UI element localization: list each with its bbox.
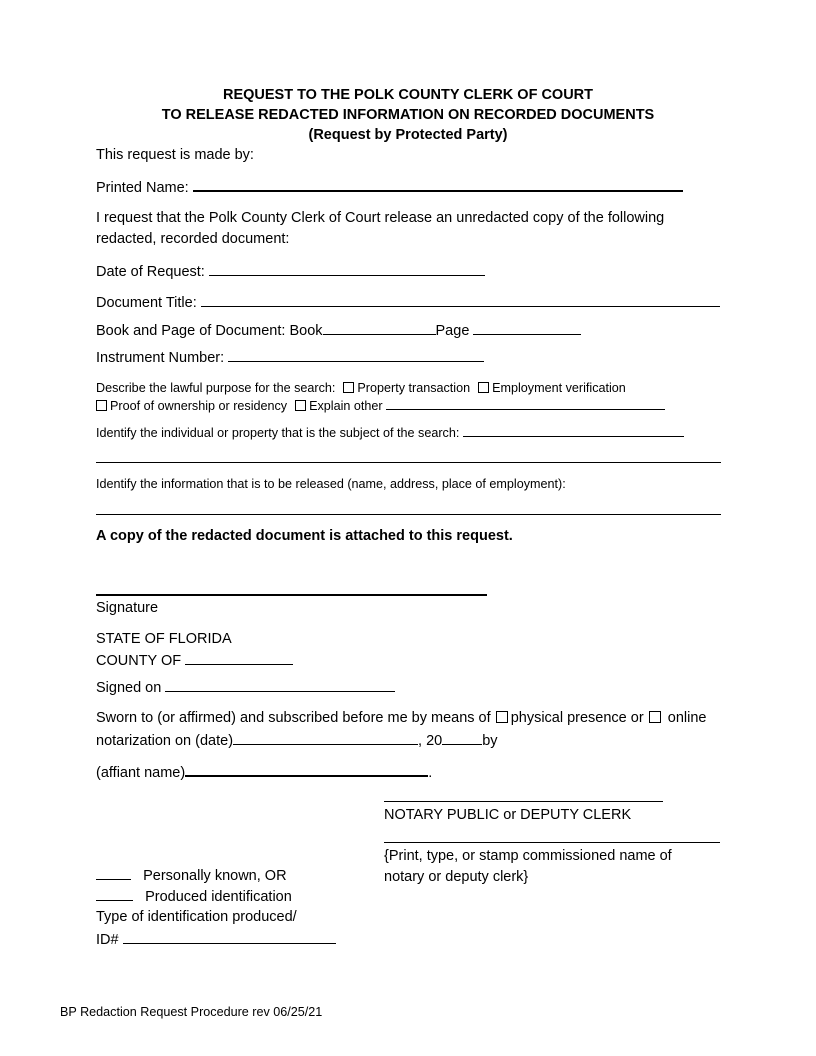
notary-public-label: NOTARY PUBLIC or DEPUTY CLERK [384, 807, 632, 823]
produced-identification-field[interactable] [96, 887, 133, 901]
purpose-row-1 [96, 379, 626, 397]
date-of-request-label: Date of Request: [96, 264, 205, 280]
request-text-line-1: I request that the Polk County Clerk of Court release an unredacted copy of the following [96, 210, 665, 226]
page-field[interactable] [473, 321, 581, 335]
id-field[interactable] [123, 930, 336, 944]
date-of-request-row [96, 262, 485, 281]
notary-name-instructions-1: {Print, type, or stamp commissioned name of [384, 848, 672, 864]
document-title-label: Document Title: [96, 295, 197, 311]
notary-signature-line[interactable] [384, 801, 663, 802]
proof-of-ownership-checkbox[interactable] [96, 400, 107, 411]
employment-verification-checkbox[interactable] [478, 382, 489, 393]
personally-known-row [96, 866, 287, 885]
county-label: COUNTY OF [96, 653, 182, 669]
book-page-row [96, 321, 581, 340]
date-of-request-field[interactable] [209, 262, 485, 276]
explain-other-field[interactable] [386, 398, 665, 410]
online-label: online [667, 710, 707, 726]
identify-subject-field[interactable] [463, 425, 684, 437]
produced-identification-row [96, 887, 292, 906]
notarization-date-label: notarization on (date) [96, 733, 234, 749]
printed-name-field[interactable] [193, 177, 683, 192]
form-subtitle: (Request by Protected Party) [308, 127, 508, 143]
property-transaction-checkbox[interactable] [343, 382, 354, 393]
document-title-row [96, 293, 720, 312]
signed-on-row [96, 678, 395, 697]
page-label: Page [435, 323, 470, 339]
notary-name-line[interactable] [384, 842, 720, 843]
signed-on-field[interactable] [165, 678, 395, 692]
state-label: STATE OF FLORIDA [96, 631, 232, 647]
affiant-name-label: (affiant name) [96, 765, 186, 781]
instrument-number-label: Instrument Number: [96, 350, 225, 366]
property-transaction-label: Property transaction [357, 381, 471, 395]
request-text-line-2: redacted, recorded document: [96, 231, 290, 247]
signature-label: Signature [96, 600, 159, 616]
year-field[interactable] [442, 731, 482, 745]
by-label: by [482, 733, 498, 749]
affiant-period: . [428, 765, 433, 781]
signed-on-label: Signed on [96, 680, 162, 696]
affiant-name-field[interactable] [185, 762, 428, 777]
sworn-row-1 [96, 709, 706, 727]
proof-of-ownership-label: Proof of ownership or residency [110, 399, 288, 413]
county-field[interactable] [185, 651, 293, 665]
printed-name-label: Printed Name: [96, 180, 189, 196]
book-field[interactable] [323, 321, 436, 335]
intro-text: This request is made by: [96, 147, 254, 163]
online-checkbox[interactable] [649, 711, 661, 723]
book-page-label: Book and Page of Document: Book [96, 323, 323, 339]
physical-presence-label: physical presence or [510, 710, 644, 726]
form-title-line-1: REQUEST TO THE POLK COUNTY CLERK OF COURT [222, 87, 594, 103]
personally-known-field[interactable] [96, 866, 131, 880]
identify-subject-row [96, 424, 684, 442]
attached-notice: A copy of the redacted document is attached to this request. [96, 528, 513, 544]
sworn-text: Sworn to (or affirmed) and subscribed before me by means of [96, 710, 491, 726]
employment-verification-label: Employment verification [492, 381, 626, 395]
printed-name-row [96, 177, 683, 197]
id-row [96, 930, 336, 949]
produced-identification-label: Produced identification [145, 889, 292, 905]
document-title-field[interactable] [201, 293, 720, 307]
footer-text: BP Redaction Request Procedure rev 06/25/21 [60, 1005, 323, 1019]
instrument-number-row [96, 348, 484, 367]
purpose-row-2 [96, 397, 665, 415]
type-of-identification-label: Type of identification produced/ [96, 909, 297, 925]
explain-other-label: Explain other [309, 399, 383, 413]
county-row [96, 651, 293, 670]
identify-info-label: Identify the information that is to be released (name, address, place of employment): [96, 477, 566, 491]
notarization-date-field[interactable] [233, 731, 418, 745]
id-label: ID# [96, 932, 119, 948]
identify-subject-field-line-2[interactable] [96, 462, 721, 463]
explain-other-checkbox[interactable] [295, 400, 306, 411]
year-prefix: , 20 [418, 733, 443, 749]
sworn-row-2 [96, 731, 498, 750]
affiant-row [96, 762, 432, 782]
personally-known-label: Personally known, OR [143, 868, 287, 884]
signature-line[interactable] [96, 594, 487, 596]
purpose-label: Describe the lawful purpose for the search: [96, 381, 336, 395]
instrument-number-field[interactable] [228, 348, 484, 362]
notary-name-instructions-2: notary or deputy clerk} [384, 869, 529, 885]
identify-subject-label: Identify the individual or property that is the subject of the search: [96, 426, 460, 440]
physical-presence-checkbox[interactable] [496, 711, 508, 723]
form-title-line-2: TO RELEASE REDACTED INFORMATION ON RECORDED DOCUMENTS [161, 107, 655, 123]
identify-info-field[interactable] [96, 514, 721, 515]
